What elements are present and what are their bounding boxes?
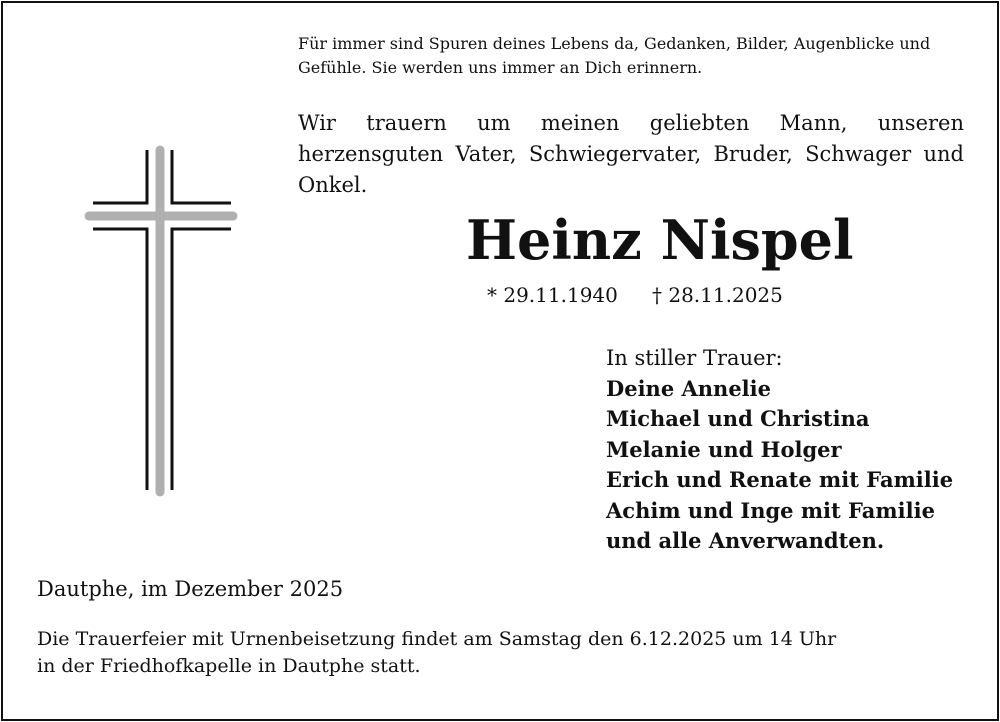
- deceased-name: Heinz Nispel: [466, 208, 854, 272]
- mourner: und alle Anverwandten.: [606, 528, 885, 553]
- funeral-info: [37, 626, 836, 680]
- birth-date: * 29.11.1940: [487, 283, 618, 307]
- place-date: Dautphe, im Dezember 2025: [37, 577, 344, 601]
- funeral-line: in der Friedhofkapelle in Dautphe statt.: [37, 655, 421, 677]
- cross-icon: [0, 0, 300, 520]
- mourner: Michael und Christina: [606, 406, 870, 431]
- mourner: Melanie und Holger: [606, 436, 842, 462]
- mourners-list: [606, 343, 953, 557]
- intro-line: Für immer sind Spuren deines Lebens da, Gedanken, Bilder, Augenblicke und: [298, 34, 931, 53]
- death-date: † 28.11.2025: [652, 283, 783, 307]
- mourner: Deine Annelie: [606, 375, 771, 401]
- intro-line: Gefühle. Sie werden uns immer an Dich erinnern.: [298, 58, 703, 77]
- mourner: Erich und Renate mit Familie: [606, 467, 954, 492]
- funeral-line: Die Trauerfeier mit Urnenbeisetzung findet am Samstag den 6.12.2025 um 14 Uhr: [37, 628, 837, 650]
- mourner: Achim und Inge mit Familie: [606, 497, 935, 523]
- mourning-text: Wir trauern um meinen geliebten Mann, unseren herzensguten Vater, Schwiegervater, Bruder, Schwager und Onkel.: [298, 111, 964, 197]
- intro-quote: [298, 32, 930, 80]
- mourners-heading: In stiller Trauer:: [606, 346, 783, 370]
